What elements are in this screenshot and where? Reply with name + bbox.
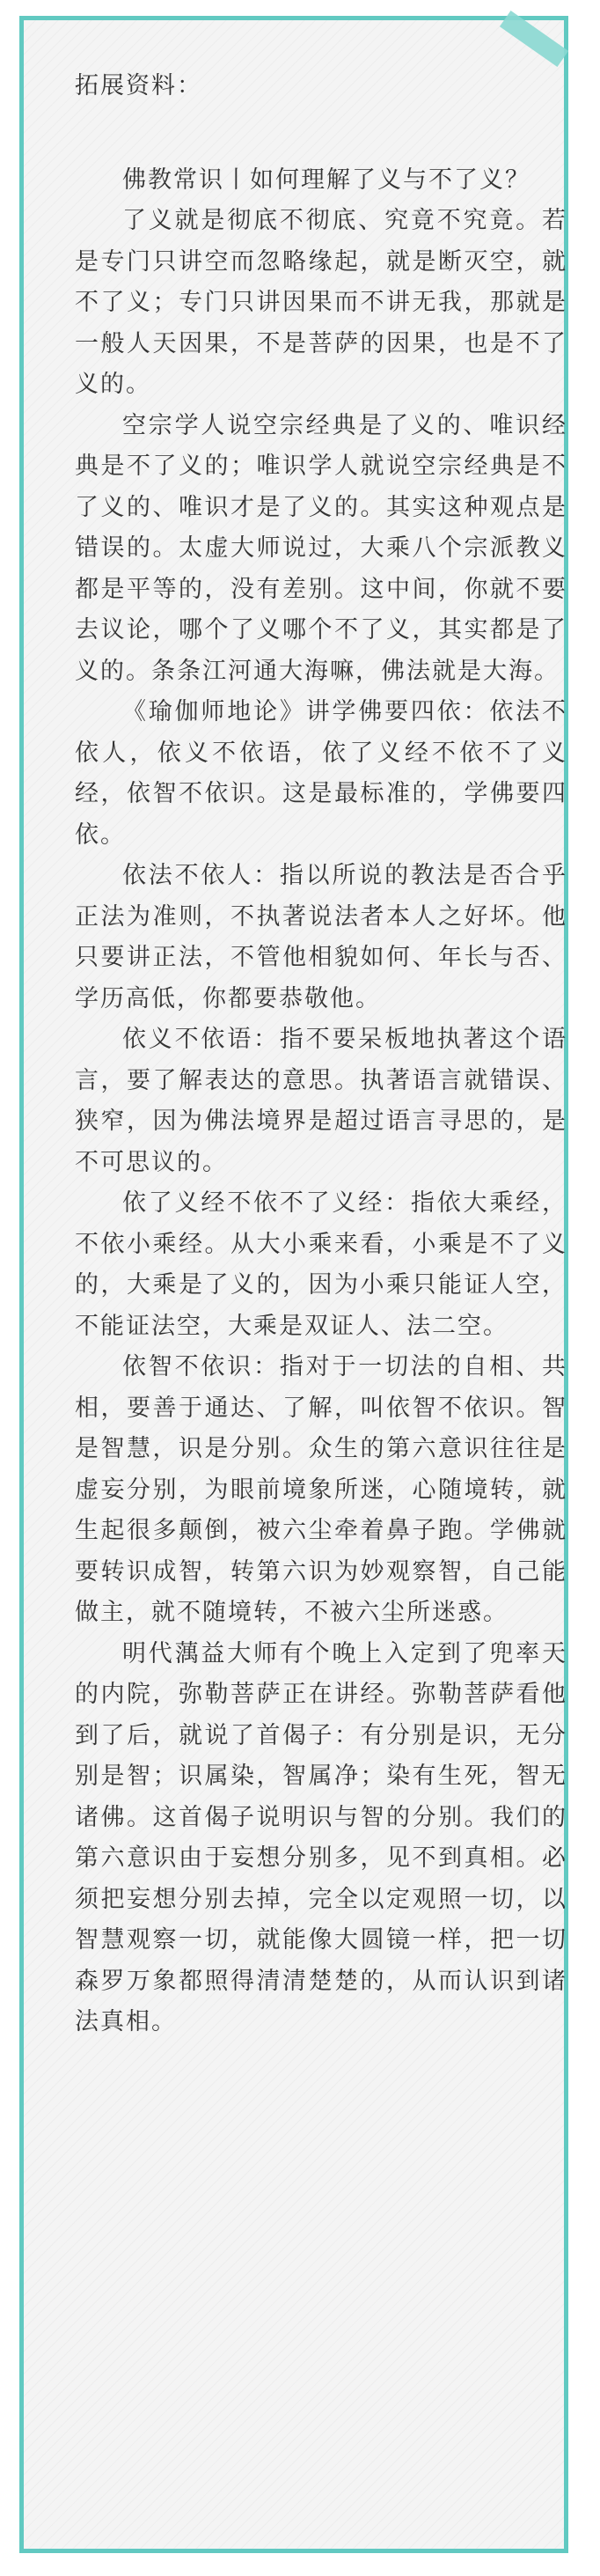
paragraph-four-reliances: 《瑜伽师地论》讲学佛要四依：依法不依人，依义不依语，依了义经不依不了义经，依智不依识。这是最标准的，学佛要四依。 [75, 698, 567, 849]
paragraph-rely-sutra: 依了义经不依不了义经：指依大乘经，不依小乘经。从大小乘来看，小乘是不了义的，大乘是了义的，因为小乘只能证人空，不能证法空，大乘是双证人、法二空。 [75, 1189, 567, 1340]
paragraph-rely-meaning: 依义不依语：指不要呆板地执著这个语言，要了解表达的意思。执著语言就错误、狭窄，因为佛法境界是超过语言寻思的，是不可思议的。 [75, 1026, 567, 1176]
article-frame [19, 16, 568, 2553]
corner-tape-decoration [500, 11, 568, 67]
article-content [75, 66, 567, 2043]
paragraph-ouyi-story: 明代蕅益大师有个晚上入定到了兜率天的内院，弥勒菩萨正在讲经。弥勒菩萨看他到了后，就说了首偈子：有分别是识，无分别是智；识属染，智属净；染有生死，智无诸佛。这首偈子说明识与智的分别。我们的第六意识由于妄想分别多，见不到真相。必须把妄想分别去掉，完全以定观照一切，以智慧观察一切，就能像大圆镜一样，把一切森罗万象都照得清清楚楚的，从而认识到诸法真相。 [75, 1639, 567, 2035]
paragraph-rely-wisdom: 依智不依识：指对于一切法的自相、共相，要善于通达、了解，叫依智不依识。智是智慧，识是分别。众生的第六意识往往是虚妄分别，为眼前境象所迷，心随境转，就生起很多颠倒，被六尘牵着鼻子跑。学佛就要转识成智，转第六识为妙观察智，自己能做主，就不随境转，不被六尘所迷惑。 [75, 1353, 567, 1626]
section-heading: 拓展资料： [75, 72, 202, 99]
article-title: 佛教常识丨如何理解了义与不了义？ [122, 166, 530, 194]
paragraph-rely-dharma: 依法不依人：指以所说的教法是否合乎正法为准则，不执著说法者本人之好坏。他只要讲正法，不管他相貌如何、年长与否、学历高低，你都要恭敬他。 [75, 862, 567, 1012]
paragraph-schools: 空宗学人说空宗经典是了义的、唯识经典是不了义的；唯识学人就说空宗经典是不了义的、唯识才是了义的。其实这种观点是错误的。太虚大师说过，大乘八个宗派教义都是平等的，没有差别。这中间，你就不要去议论，哪个了义哪个不了义，其实都是了义的。条条江河通大海嘛，佛法就是大海。 [75, 411, 567, 685]
paragraph-liaoyi-definition: 了义就是彻底不彻底、究竟不究竟。若是专门只讲空而忽略缘起，就是断灭空，就不了义；专门只讲因果而不讲无我，那就是一般人天因果，不是菩萨的因果，也是不了义的。 [75, 207, 567, 398]
